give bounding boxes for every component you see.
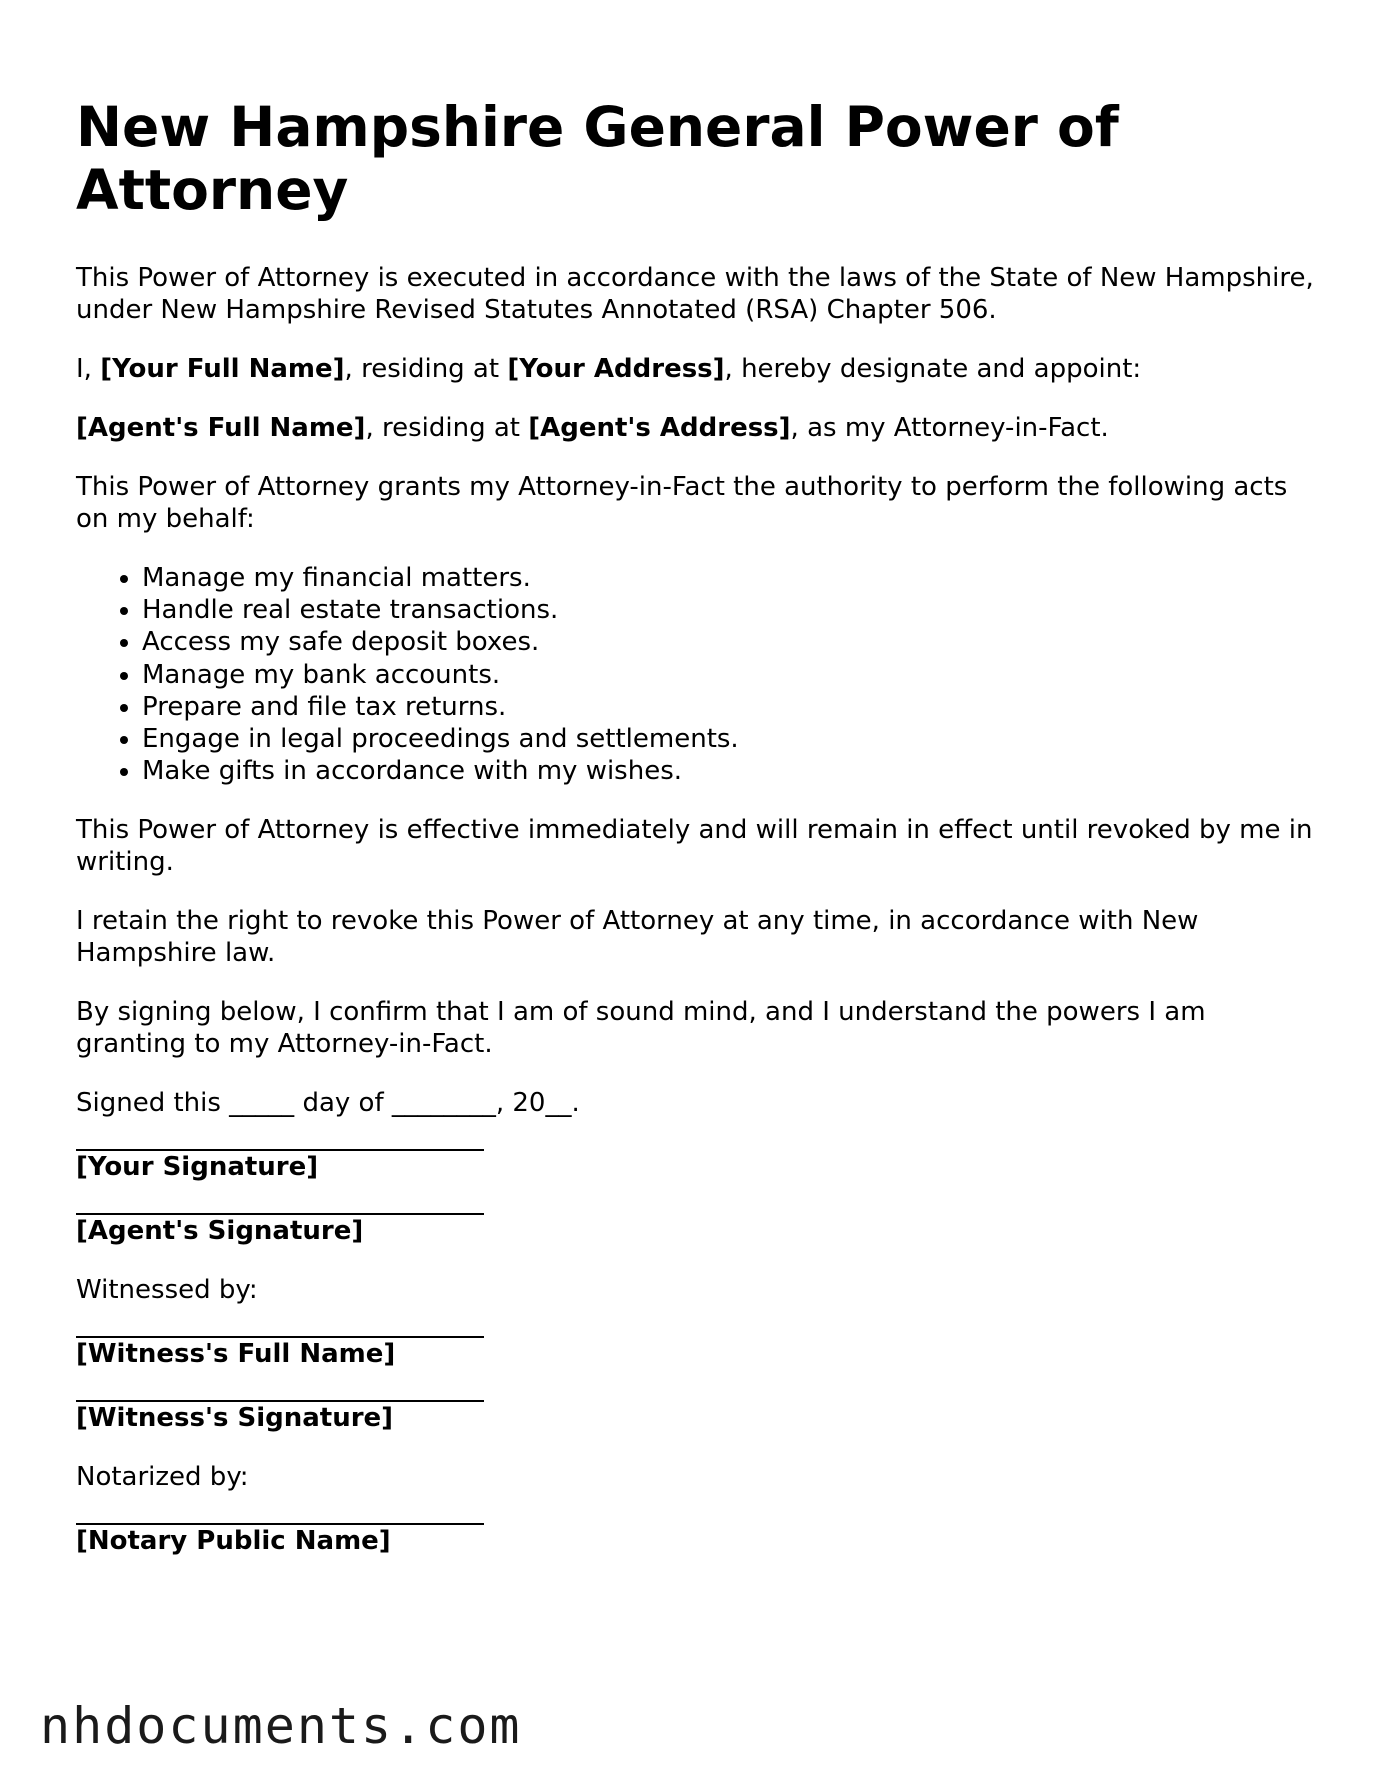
witness-signature-label: [Witness's Signature] — [76, 1403, 394, 1434]
principal-name: [Your Full Name] — [100, 354, 345, 384]
list-item: • Engage in legal proceedings and settlements. — [142, 723, 1316, 755]
intro-paragraph: This Power of Attorney is executed in accordance with the laws of the State of New Hampshire, under New Hampshire Revised Statutes Annotated (RSA) Chapter 506. — [76, 263, 1314, 325]
principal-prefix: I, — [76, 354, 101, 384]
list-item: • Manage my bank accounts. — [142, 659, 1316, 691]
effective-paragraph: This Power of Attorney is effective immediately and will remain in effect until revoked by me in writing. — [76, 815, 1313, 878]
agent-suffix: , as my Attorney-in-Fact. — [790, 413, 1109, 443]
witness-name-block — [76, 1336, 1316, 1370]
notary-name-label: [Notary Public Name] — [76, 1526, 391, 1557]
confirm-paragraph: By signing below, I confirm that I am of sound mind, and I understand the powers I am granting to my Attorney-in-Fact. — [76, 997, 1206, 1060]
agent-middle: , residing at — [365, 413, 529, 443]
document-title: New Hampshire General Power of Attorney — [76, 95, 1119, 222]
notarized-by-label: Notarized by: — [76, 1462, 249, 1493]
list-item: • Handle real estate transactions. — [142, 594, 1316, 626]
notary-block — [76, 1523, 1316, 1557]
list-item: • Manage my financial matters. — [142, 562, 1316, 594]
site-watermark: nhdocuments.com — [40, 1697, 522, 1755]
grant-paragraph: This Power of Attorney grants my Attorney-in-Fact the authority to perform the following acts on my behalf: — [76, 472, 1288, 534]
witnessed-by-label: Witnessed by: — [76, 1275, 258, 1306]
principal-middle: , residing at — [344, 354, 508, 384]
list-item: • Make gifts in accordance with my wishes. — [142, 755, 1316, 787]
your-signature-block — [76, 1149, 1316, 1183]
list-item: • Access my safe deposit boxes. — [142, 626, 1316, 658]
agent-paragraph — [76, 412, 1316, 444]
agent-signature-block — [76, 1213, 1316, 1247]
principal-paragraph — [76, 353, 1316, 385]
list-item: • Prepare and file tax returns. — [142, 691, 1316, 723]
powers-list — [76, 562, 1316, 787]
agent-signature-label: [Agent's Signature] — [76, 1216, 364, 1247]
witness-signature-block — [76, 1400, 1316, 1434]
principal-address: [Your Address] — [507, 354, 725, 384]
signed-date-line: Signed this _____ day of ________, 20__. — [76, 1088, 580, 1119]
witness-name-label: [Witness's Full Name] — [76, 1339, 396, 1370]
your-signature-label: [Your Signature] — [76, 1152, 319, 1183]
principal-suffix: , hereby designate and appoint: — [724, 354, 1142, 384]
agent-address: [Agent's Address] — [528, 413, 791, 443]
agent-name: [Agent's Full Name] — [76, 413, 366, 443]
document-page — [76, 96, 1316, 1557]
revoke-paragraph: I retain the right to revoke this Power of Attorney at any time, in accordance with New Hampshire law. — [76, 906, 1199, 969]
